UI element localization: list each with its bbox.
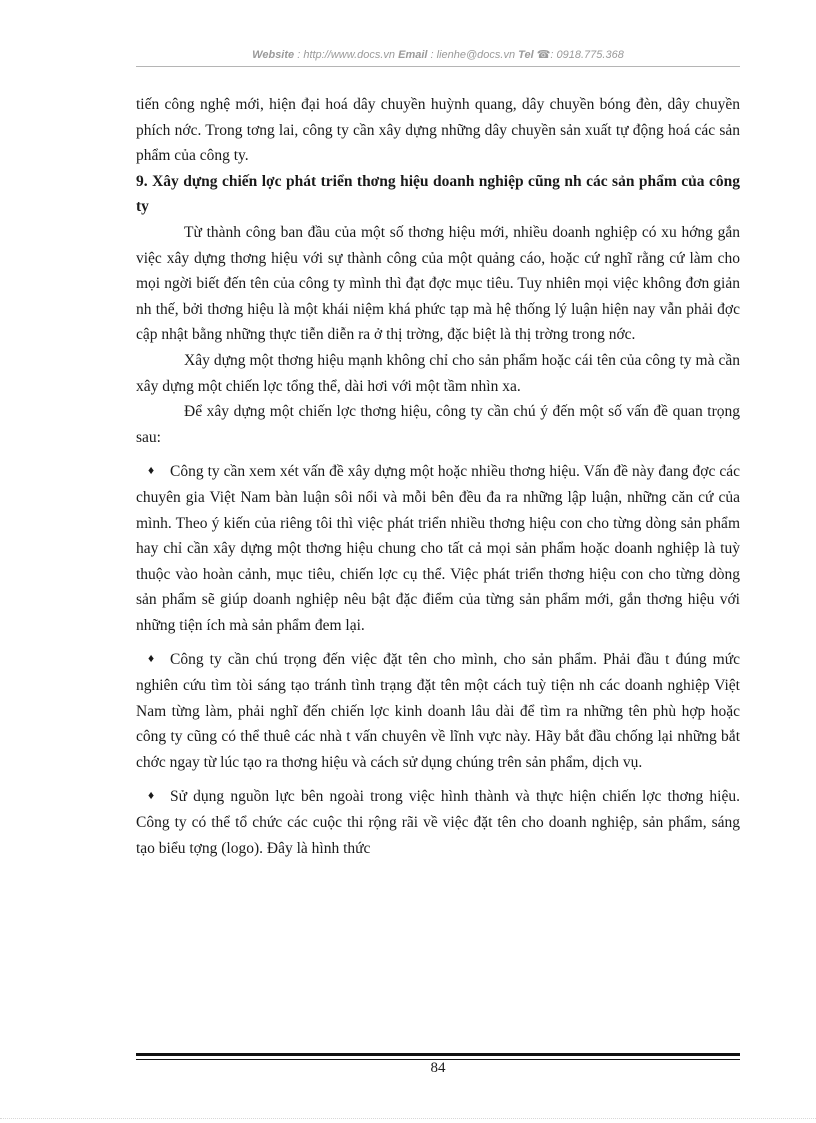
page-edge-dotted-line (0, 1118, 816, 1119)
paragraph-issues: Để xây dựng một chiến lợc thơng hiệu, công ty cần chú ý đến một số vấn đề quan trọng sau: (136, 403, 740, 446)
email-value: : lienhe@docs.vn (430, 49, 516, 61)
paragraph-intro: Từ thành công ban đầu của một số thơng hiệu mới, nhiều doanh nghiệp có xu hớng gắn việc xây dựng thơng hiệu với sự thành công của một quảng cáo, hoặc cứ nghĩ rằng cứ làm cho mọi ngời biết đến tên của công ty mình thì đạt đợc mục tiêu. Tuy nhiên mọi việc không đơn giản nh thế, bởi thơng hiệu là một khái niệm khá phức tạp mà hệ thống lý luận hiện nay vẫn phải đợc cập nhật bằng những thực tiễn diễn ra ở thị trờng, đặc biệt là thị trờng trong nớc. (136, 223, 740, 344)
document-body (136, 92, 740, 861)
bullet-item-brands (136, 458, 740, 638)
page-header (136, 48, 740, 68)
footer-divider-thick (136, 1053, 740, 1056)
header-divider (136, 66, 740, 67)
paragraph-continuation: tiến công nghệ mới, hiện đại hoá dây chuyền huỳnh quang, dây chuyền bóng đèn, dây chuyền phích nớc. Trong tơng lai, công ty cần xây dựng những dây chuyền sản xuất tự động hoá các sản phẩm của công ty. (136, 96, 740, 165)
diamond-bullet-icon: ♦ (148, 651, 155, 666)
bullet-item-resources (136, 783, 740, 861)
website-value: : http://www.docs.vn (297, 49, 396, 61)
paragraph-strategy: Xây dựng một thơng hiệu mạnh không chỉ cho sản phẩm hoặc cái tên của công ty mà cần xây dựng một chiến lợc tổng thể, dài hơi với một tầm nhìn xa. (136, 351, 740, 395)
tel-label: Tel (518, 49, 534, 61)
bullet-item-naming (136, 646, 740, 775)
tel-value: ☎: 0918.775.368 (536, 49, 624, 61)
diamond-bullet-icon: ♦ (148, 788, 155, 803)
bullet-text: Công ty cần chú trọng đến việc đặt tên cho mình, cho sản phẩm. Phải đầu t đúng mức nghiên cứu tìm tòi sáng tạo tránh tình trạng đặt tên một cách tuỳ tiện nh các doanh nghiệp Việt Nam từng làm, phải nghĩ đến chiến lợc kinh doanh lâu dài để tìm ra những tên phù hợp hoặc công ty cũng có thể thuê các nhà t vấn chuyên về lĩnh vực này. Hãy bắt đầu chống lại những bắt chớc ngay từ lúc tạo ra thơng hiệu và cách sử dụng chúng trên sản phẩm, dịch vụ. (136, 651, 740, 771)
bullet-text: Công ty cần xem xét vấn đề xây dựng một hoặc nhiều thơng hiệu. Vấn đề này đang đợc các chuyên gia Việt Nam bàn luận sôi nổi và mỗi bên đều đa ra những lập luận, những căn cứ của mình. Theo ý kiến của riêng tôi thì việc phát triển nhiều thơng hiệu con cho từng dòng sản phẩm hay chỉ cần xây dựng một thơng hiệu chung cho tất cả mọi sản phẩm hoặc doanh nghiệp là tuỳ thuộc vào hoàn cảnh, mục tiêu, chiến lợc cụ thể. Việc phát triển thơng hiệu con cho từng dòng sản phẩm sẽ giúp doanh nghiệp nêu bật đặc điểm của từng sản phẩm mới, gắn thơng hiệu với những tiện ích mà sản phẩm đem lại. (136, 463, 740, 634)
website-label: Website (252, 49, 295, 61)
diamond-bullet-icon: ♦ (148, 463, 155, 478)
page-number: 84 (430, 1060, 446, 1076)
email-label: Email (398, 49, 428, 61)
bullet-text: Sử dụng nguồn lực bên ngoài trong việc hình thành và thực hiện chiến lợc thơng hiệu. Công ty có thể tổ chức các cuộc thi rộng rãi về việc đặt tên cho doanh nghiệp, sản phẩm, sáng tạo biểu tợng (logo). Đây là hình thức (136, 788, 740, 857)
section-heading: 9. Xây dựng chiến lợc phát triển thơng hiệu doanh nghiệp cũng nh các sản phẩm của công ty (136, 172, 740, 216)
